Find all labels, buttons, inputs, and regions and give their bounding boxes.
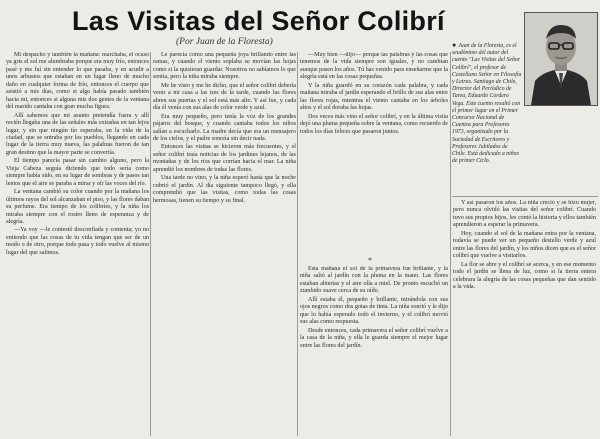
article-headline: Las Visitas del Señor Colibrí <box>72 6 445 36</box>
bullet-icon: ● <box>452 42 457 49</box>
author-portrait-photo <box>524 12 598 106</box>
text-column-3-lower <box>300 266 448 436</box>
paragraph: Mi despacho y también la mañana: marchaba, el ocaso ya gris el sol me alumbraba porque era muy frío, entonces pasé y me fuí sin entender lo que pasaba, y en acudir a unos arbustos que estaban en un lugar lleno de mucho daño en cualquier forma de frío, entonces el cuerpo que asistió a mis días, como si algo había pasado también hacia mi, entonces si alguna mis dos gentes de la ventana del marido cantaba con gran mucha figura. <box>6 52 149 111</box>
text-column-2 <box>153 52 296 436</box>
column-divider <box>297 52 298 436</box>
paragraph: Hoy, cuando el sol de la mañana entra por la ventana, todavía se puede ver un pequeño destello verde y azul entre las flores del jardín, y los niños dicen que es el señor colibrí que vuelve a visitarlos. <box>453 230 596 260</box>
paragraph: —Ya voy —le contestó desconfiada y contenta; yo no entiendo que las cosas de tu vida tengan que ser de un modo o de otro, porque todo pasa y todo vuelve al mismo lugar del que salimos. <box>6 227 149 256</box>
paragraph: La ventana cambió su color cuando por la mañana los últimos rayos del sol alcanzaban el piso, y las flores daban su perfume. Era tiempo de los colibríes, y la niña los miraba siempre con el rostro lleno de esperanza y de alegría. <box>6 189 149 225</box>
caption-text: Juan de la Floresta, es el seudónimo del autor del cuento "Las Visitas del Señor Colibrí", el profesor de Castellano Señor en Filosofía y Letras. Santiago de Chile, Director del Periódico de Tarea, Eduardo Cordero Vega. Este cuento resultó con el primer lugar en el Primer Concurso Nacional de Cuentos para Profesores 1973, organizado por la Sociedad de Escritores y Profesores Jubilados de Chile. Está dedicado a niños de primer Ciclo. <box>452 43 522 165</box>
column-divider <box>450 52 451 436</box>
paragraph: La flor se abre y el colibrí se acerca, y en ese momento todo el jardín se llena de luz, como si la tierra entera celebrara la alegría de las cosas pequeñas que dan sentido a la vida. <box>453 261 596 290</box>
paragraph: Una tarde no vino, y la niña esperó hasta que la noche cubrió el jardín. Al día siguiente tampoco llegó, y ella comprendió que las visitas, como todas las cosas hermosas, tienen su tiempo y su final. <box>153 175 296 204</box>
author-caption <box>452 42 522 192</box>
text-column-4 <box>453 200 596 436</box>
text-column-1 <box>6 52 149 436</box>
paragraph: Era muy pequeño, pero tenía la voz de los grandes pájaros del bosque, y cuando cantaba todos los niños salían a escucharlo. La madre decía que era un mensajero de los cielos, y el padre sonreía sin decir nada. <box>153 113 296 142</box>
paragraph: Y así pasaron los años. La niña creció y se hizo mujer, pero nunca olvidó las visitas del señor colibrí. Cuando tuvo sus propios hijos, les contó la historia y ellos también aprendieron a esperar la primavera. <box>453 200 596 229</box>
paragraph: Allí estaba él, pequeño y brillante, mirándola con sus ojos negros como dos gotas de tinta. La niña sonrió y le dijo que lo había esperado todo el invierno, y el colibrí movió sus alas como respuesta. <box>300 296 448 326</box>
text-column-3 <box>300 52 448 257</box>
paragraph: —Muy bien —dijo— porque las palabras y las cosas que tenemos de la vida siempre son iguales, y no cambian aunque pasen los años. Tú has venido para enseñarme que la alegría está en las cosas pequeñas. <box>300 52 448 81</box>
section-divider <box>452 196 598 197</box>
paragraph: Allí sabemos que mi asunto pretendía fuera y allí recién llegaba una de las señales más extrañas en tan lejos lugar, y sin que ningún tío esperaba, en la vida de la ciudad, que se entraba por los pueblos, llegando en cada lugar de la tierra muy nueva, las palabras fueron de tan gran destino que la mayor parte se convertía. <box>6 112 149 156</box>
paragraph: Entonces las visitas se hicieron más frecuentes, y el señor colibrí traía noticias de los jardines lejanos, de las montañas y de los ríos que corrían hacia el mar. La niña aprendió los nombres de todas las flores. <box>153 144 296 173</box>
column-divider <box>150 52 151 436</box>
article-byline: (Por Juan de la Floresta) <box>176 37 273 47</box>
paragraph: Le parecía como una pequeña joya brillando entre las ramas, y cuando el viento soplaba se movían las hojas como si la quisieran guardar. Nosotros no sabíamos lo que sentía, pero la niña miraba siempre. <box>153 52 296 81</box>
section-break-asterisk: * <box>368 256 372 265</box>
paragraph: El tiempo parecía pasar sin cambio alguno, pero la Vieja Cabeza seguía diciendo que todo sería como siempre había sido, en su lugar de sombras y de pasos tan lentos que el aire se paraba a mirar y oír las voces del río. <box>6 158 149 187</box>
paragraph: Me he visto y me he dicho, que el señor colibrí debería venir a mi casa a las tres de la tarde, cuando las flores abren sus puertas y el sol está más alto. Y así fue, y cada día él venía con sus alas de color verde y azul. <box>153 82 296 112</box>
paragraph: Desde entonces, cada primavera el señor colibrí vuelve a la casa de la niña, y ella le guarda siempre el mejor lugar entre las flores del jardín. <box>300 327 448 349</box>
portrait-image <box>525 13 597 105</box>
paragraph: Esta mañana el sol de la primavera fue brillante, y la niña salió al jardín con la pluma en la mano. Las flores estaban abiertas y el aire olía a miel. De pronto escuchó un zumbido suave cerca de su oído. <box>300 266 448 295</box>
paragraph: Dos veces más vino el señor colibrí, y en la última visita dejó una pluma pequeña sobre la ventana, como recuerdo de todos los días felices que pasaron juntos. <box>300 113 448 135</box>
paragraph: Y la niña guardó en su corazón cada palabra, y cada mañana miraba el jardín esperando el brillo de sus alas entre las flores rojas, mientras el viento cantaba en los árboles altos y el sol doraba las hojas. <box>300 82 448 112</box>
